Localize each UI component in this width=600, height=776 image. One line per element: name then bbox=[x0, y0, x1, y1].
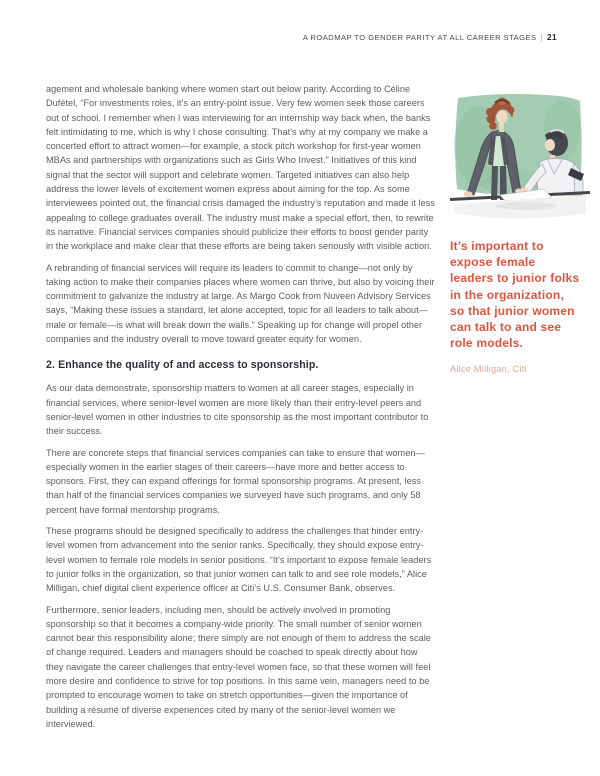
body-paragraph: These programs should be designed specifically to address the challenges that hinder entry-level women from advancement into the senior ranks. Specifically, they should expose entry-level women to female role models in senior positions. “It’s important to expose female leaders to junior folks in the organization, so that junior women can talk to and see role models,” Alice Milligan, chief digital client experience officer at Citi’s U.S. Consumer Bank, observes. bbox=[46, 526, 432, 594]
pull-quote: It’s important to expose female leaders to junior folks in the organization, so that junior women can talk to and see role models. bbox=[450, 239, 580, 351]
body-paragraph: agement and wholesale banking where women start out below parity. According to Céline Dufétel, “For investments roles, it’s an entry-point issue. Very few women seek those careers out of school. I remember when I was interviewing for an internship way back when, the banks felt intimidating to me, which is why I chose consulting. That’s why at my company we make a concerted effort to attract women—for example, a stock pitch workshop for first-year women MBAs and partnerships with organizations such as Girls Who Invest.” Initiatives of this kind signal that the sector will support and celebrate women. Targeted initiatives can also help address the lower levels of excitement women express about aiming for the top. As some interviewees pointed out, the financial crisis damaged the industry’s reputation and made it less appealing to college graduates overall. The industry must make a special effort, then, to rewrite its narrative. Financial services companies should publicize their efforts to boost gender parity in the workplace and make clear that these efforts are being taken seriously with visible action. bbox=[46, 84, 435, 252]
two-businesswomen-meeting-illustration bbox=[450, 88, 592, 228]
body-paragraph: There are concrete steps that financial services companies can take to ensure that women—especially women in the earlier stages of their careers—have more and better access to sponsors. First, they can expand offerings for formal sponsorship programs. At present, less than half of the financial services companies we surveyed have such programs, and only 58 percent have formal mentorship programs. bbox=[46, 447, 425, 515]
body-paragraph: A rebranding of financial services will require its leaders to commit to change—not only by taking action to make their companies places where women can thrive, but also by voicing their commitment to galvanize the industry at large. As Margo Cook from Nuveen Advisory Services says, “Making these issues a standard, let alone accepted, topic for all leaders to talk about—male or female—is what will break down the walls.” Speaking up for change will propel other companies and the industry overall to move toward greater equity for women. bbox=[46, 262, 435, 345]
watercolor-illustration-svg bbox=[450, 88, 592, 228]
quote-attribution: Alice Milligan, Citi bbox=[450, 364, 527, 375]
section-heading: 2. Enhance the quality of and access to sponsorship. bbox=[46, 359, 319, 372]
sidebar bbox=[450, 88, 592, 374]
running-title: A ROADMAP TO GENDER PARITY AT ALL CAREER STAGES bbox=[302, 33, 537, 42]
body-paragraph: Furthermore, senior leaders, including men, should be actively involved in promoting sponsorship so that it becomes a company-wide priority. The small number of senior women cannot bear this responsibility alone; there simply are not enough of them to address the scale of change required. Leaders and managers should be coached to speak directly about how they navigate the career challenges that entry-level women face, so that these women will feel more desire and confidence to strive for top positions. In this same vein, managers need to be prompted to encourage women to take on stretch opportunities—given the importance of building a résumé of diverse experiences cited by many of the senior-level women we interviewed. bbox=[46, 604, 431, 729]
article-column bbox=[46, 82, 437, 738]
page-number: 21 bbox=[546, 33, 557, 42]
header-separator: | bbox=[540, 33, 543, 42]
body-paragraph: As our data demonstrate, sponsorship matters to women at all career stages, especially in financial services, where senior-level women are more likely than their entry-level peers and senior-level women in other industries to cite sponsorship as the most important contributor to their success. bbox=[46, 383, 429, 437]
page-header bbox=[303, 33, 557, 42]
